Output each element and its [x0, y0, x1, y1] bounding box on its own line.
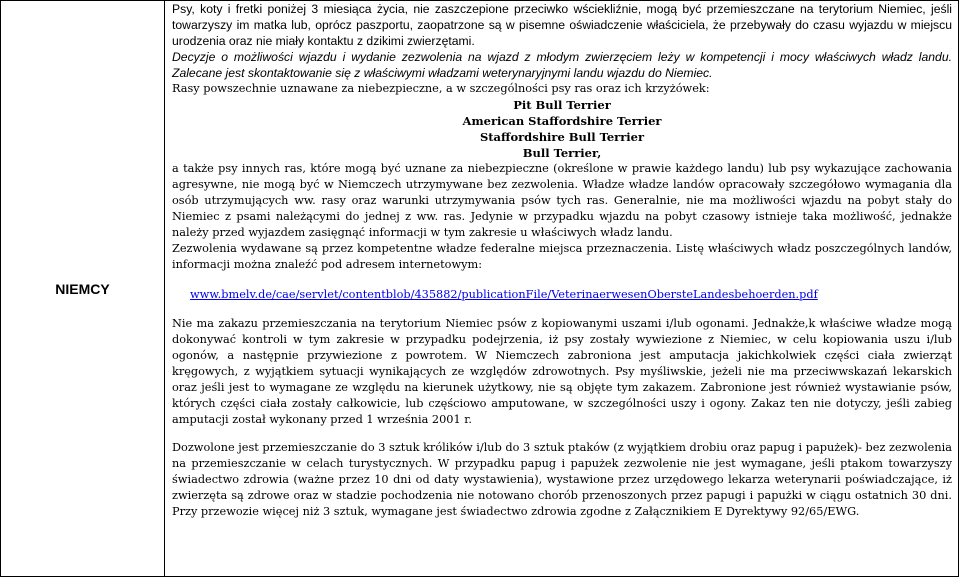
country-cell [1, 1, 165, 577]
paragraph-rabbits-birds: Dozwolone jest przemieszczanie do 3 sztuk królików i/lub do 3 sztuk ptaków (z wyjątkiem drobiu oraz papug i papużek)- bez zezwolenia na przemieszczanie w celach turystycznych. W przypadku papug i papużek zezwolenie nie jest wymagane, jeśli ptakom towarzyszy świadectwo zdrowia (ważne przez 10 dni od daty wystawienia), wystawione przez urzędowego lekarza weterynarii poświadczające, iż zwierzęta są zdrowe oraz w stadzie pochodzenia nie notowano chorób przenoszonych przez papugi i papużki w ciągu ostatnich 30 dni. Przy przewozie więcej niż 3 sztuk, wymagane jest świadectwo zdrowia zgodne z Załącznikiem E Dyrektywy 92/65/EWG. [172, 441, 952, 518]
country-name: NIEMCY [55, 280, 110, 297]
paragraph-young-animals: Psy, koty i fretki poniżej 3 miesiąca życia, nie zaszczepione przeciwko wściekliźnie, mogą być przemieszczane na terytorium Niemiec, jeśli towarzyszy im matka lub, oprócz paszportu, zaopatrzone są w pisemne oświadczenie właściciela, że przebywały do czasu wyjazdu w miejscu urodzenia oraz nie miały kontaktu z dzikimi zwierzętami. [172, 2, 952, 48]
content-cell [165, 1, 959, 577]
paragraph-decisions: Decyzje o możliwości wjazdu i wydanie zezwolenia na wjazd z młodym zwierzęciem leży w kompetencji i mocy właściwych władz landu. Zalecane jest skontaktowanie się z właściwymi władzami weterynaryjnymi landu wjazdu do Niemiec. [172, 50, 952, 80]
paragraph-permits: Zezwolenia wydawane są przez kompetentne władze federalne miejsca przeznaczenia. Listę właściwych władz poszczególnych landów, informacji można znaleźć pod adresem internetowym: [172, 242, 952, 271]
breed-item: American Staffordshire Terrier [462, 114, 662, 128]
paragraph-cropping: Nie ma zakazu przemieszczania na terytorium Niemiec psów z kopiowanymi uszami i/lub ogonami. Jednakże,k właściwe władze mogą dokonywać kontroli w tym zakresie w przypadku podejrzenia, iż psy zostały wywiezione z Niemiec, w celu kopiowania uszu i/lub ogonów, a następnie przywiezione z powrotem. W Niemczech zabroniona jest amputacja jakichkolwiek części ciała zwierząt kręgowych, z wyjątkiem sytuacji wynikających ze względów zdrowotnych. Psy myśliwskie, jeżeli nie ma przeciwwskazań lekarskich oraz jeśli jest to wymagane ze względu na kierunek użytkowy, nie są objęte tym zakazem. Zabronione jest również wystawianie psów, których części ciała zostały całkowicie, lub częściowo amputowane, w szczególności uszy i ogony. Zakaz ten nie dotyczy, jeśli zabieg amputacji został wykonany przed 1 września 2001 r. [172, 317, 952, 426]
breed-item: Bull Terrier, [522, 146, 602, 160]
paragraph-dangerous-breeds-rules: a także psy innych ras, które mogą być uznane za niebezpieczne (określone w prawie każdego landu) lub psy wykazujące zachowania agresywne, nie mogą być w Niemczech utrzymywane bez zezwolenia. Władze władze landów opracowały szczegółowo wymagania dla osób utrzymujących ww. rasy oraz warunki utrzymywania psów tych ras. Generalnie, nie ma możliwości wjazdu na pobyt stały do Niemiec z psami należącymi do jednej z ww. ras. Jedynie w przypadku wjazdu na pobyt czasowy istnieje taka możliwość, jednakże należy przed wyjazdem zasięgnąć informacji w tym zakresie u właściwych władz landu. [172, 162, 952, 239]
paragraph-dangerous-breeds-intro: Rasy powszechnie uznawane za niebezpieczne, a w szczególności psy ras oraz ich krzyżówek: [172, 82, 710, 95]
breed-item: Pit Bull Terrier [513, 98, 611, 112]
breed-item: Staffordshire Bull Terrier [479, 130, 645, 144]
authorities-list-link[interactable]: www.bmelv.de/cae/servlet/contentblob/435882/publicationFile/VeterinaerwesenObersteLandesbehoerden.pdf [190, 288, 818, 301]
table-row [1, 1, 959, 577]
